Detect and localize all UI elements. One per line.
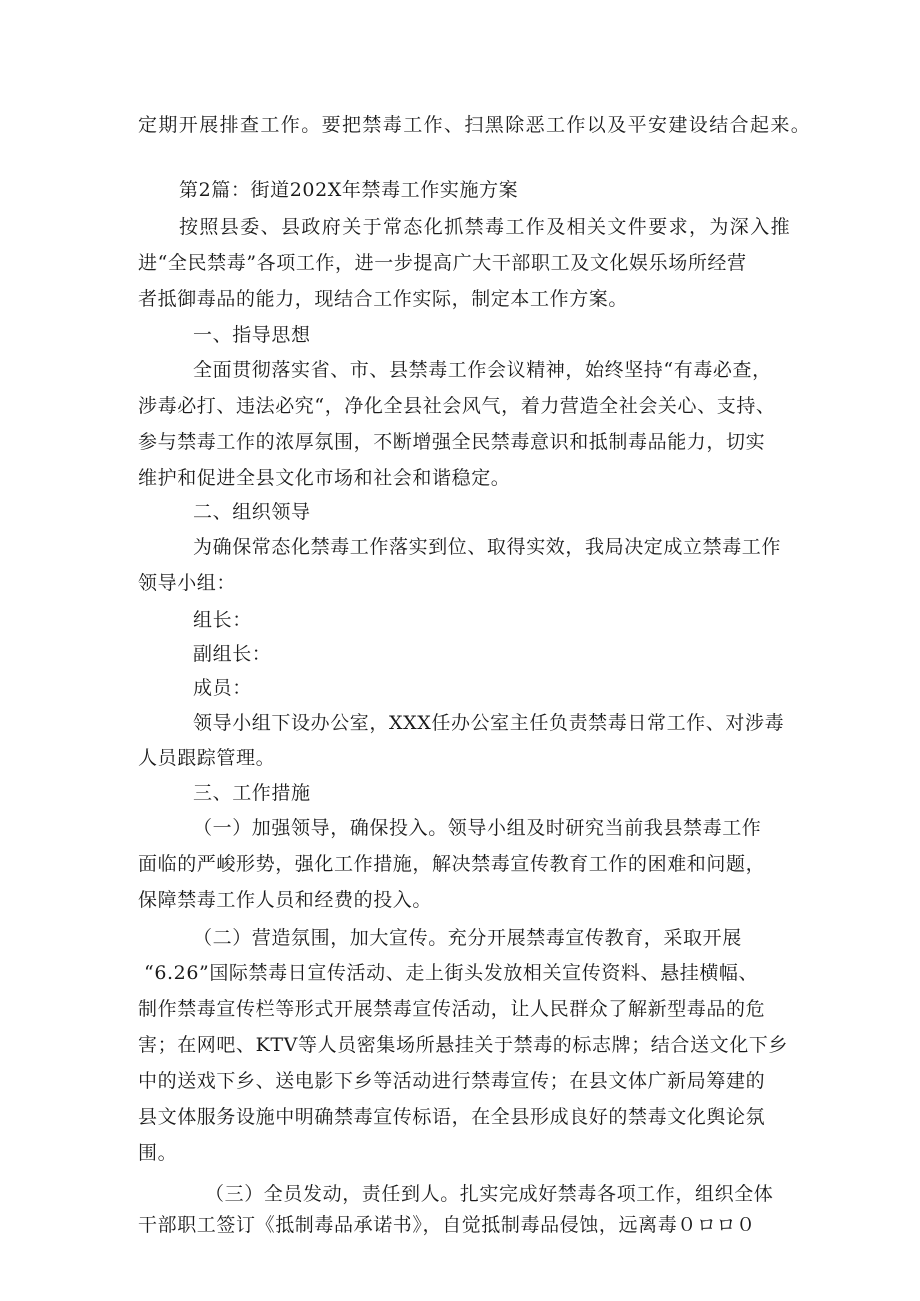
paragraph-line: 全面贯彻落实省、市、县禁毒工作会议精神，始终坚持“有毒必查， (193, 359, 772, 381)
paragraph-line: 干部职工签订《抵制毒品承诺书》，自觉抵制毒品侵蚀，远离毒０ロロ０ (138, 1214, 756, 1236)
heading-guiding-thought: 一、指导思想 (193, 324, 311, 346)
paragraph-line: 害；在网吧、KTV等人员密集场所悬挂关于禁毒的标志牌；结合送文化下乡 (138, 1034, 788, 1056)
paragraph-line: 定期开展排查工作。要把禁毒工作、扫黑除恶工作以及平安建设结合起来。 (138, 114, 812, 136)
paragraph-line: 领导小组下设办公室，XXX任办公室主任负责禁毒日常工作、对涉毒 (193, 712, 785, 734)
paragraph-line: 进“全民禁毒”各项工作，进一步提高广大干部职工及文化娱乐场所经营 (138, 252, 747, 274)
paragraph-line: 围。 (138, 1142, 178, 1164)
paragraph-line: 县文体服务设施中明确禁毒宣传标语，在全县形成良好的禁毒文化舆论氛 (138, 1106, 766, 1128)
paragraph-line: （二）营造氛围，加大宣传。充分开展禁毒宣传教育，采取开展 (193, 927, 742, 949)
paragraph-line: 保障禁毒工作人员和经费的投入。 (138, 889, 433, 911)
members-label: 成员： (193, 677, 252, 699)
paragraph-line: 面临的严峻形势，强化工作措施，解决禁毒宣传教育工作的困难和问题， (138, 853, 766, 875)
paragraph-line: 领导小组： (138, 572, 237, 594)
paragraph-line: 者抵御毒品的能力，现结合工作实际，制定本工作方案。 (138, 288, 629, 310)
paragraph-line: 参与禁毒工作的浓厚氛围，不断增强全民禁毒意识和抵制毒品能力，切实 (138, 431, 766, 453)
paragraph-line: 中的送戏下乡、送电影下乡等活动进行禁毒宣传；在县文体广新局筹建的 (138, 1070, 766, 1092)
paragraph-line: 制作禁毒宣传栏等形式开展禁毒宣传活动，让人民群众了解新型毒品的危 (138, 998, 766, 1020)
heading-organization: 二、组织领导 (193, 501, 311, 523)
paragraph-line: 维护和促进全县文化市场和社会和谐稳定。 (138, 467, 511, 489)
paragraph-line: 按照县委、县政府关于常态化抓禁毒工作及相关文件要求，为深入推 (179, 216, 792, 238)
paragraph-line: 为确保常态化禁毒工作落实到位、取得实效，我局决定成立禁毒工作 (193, 536, 782, 558)
paragraph-line: 涉毒必打、违法必究“，净化全县社会风气，着力营造全社会关心、支持、 (138, 395, 776, 417)
paragraph-line: 人员跟踪管理。 (138, 747, 276, 769)
paragraph-line: （一）加强领导，确保投入。领导小组及时研究当前我县禁毒工作 (193, 817, 762, 839)
paragraph-line: （三）全员发动，责任到人。扎实完成好禁毒各项工作，组织全体 (205, 1183, 774, 1205)
leader-label: 组长： (193, 609, 252, 631)
section-title: 第2篇：街道202X年禁毒工作实施方案 (179, 179, 519, 201)
heading-work-measures: 三、工作措施 (193, 782, 311, 804)
deputy-leader-label: 副组长： (193, 643, 272, 665)
paragraph-line: “6.26”国际禁毒日宣传活动、走上街头发放相关宣传资料、悬挂横幅、 (144, 962, 759, 984)
